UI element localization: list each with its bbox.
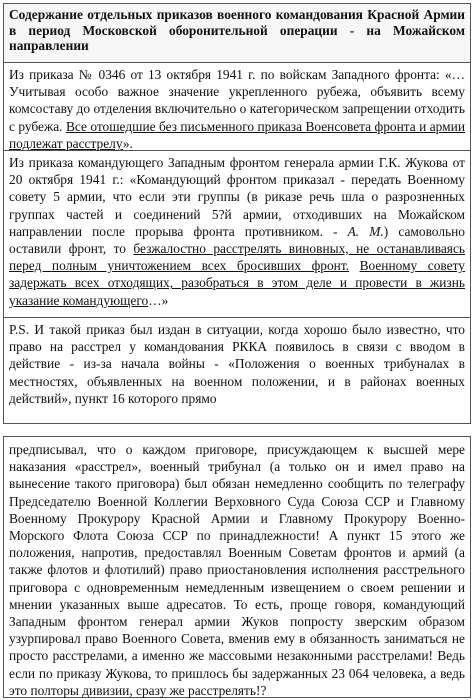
postscript-row [4,317,470,425]
continuation-text: предписывал, что о каждом приговоре, присуждающем к высшей мере наказания «расстрел», военный трибунал (а только он и имел право на вынесение такого приговора) был обязан немедленно сообщить по телеграфу Председателю Военной Коллегии Верховного Суда Союза ССР и Главному Военному Прокурору Красной Армии и Главному Прокурору Военно-Морского Флота Союза ССР по принадлежности! А пункт 15 этого же положения, напротив, предоставлял Военным Советам фронтов и армий (а также флотов и флотилий) право приостановления исполнения расстрельного приговора с одновременным немедленным извещением о своем решении и мнении указанных выше адресатов. То есть, проще говоря, командующий Западным фронтом генерал армии Жуков попросту зверским образом узурпировал право Военного Совета, вменив ему в обязанность заниматься не просто расстрелами, а именно же массовыми незаконными расстрелами! Ведь если по приказу Жукова, то пришлось бы задержанных 23 064 человека, а ведь это полторы дивизии, сразу же расстрелять!? [9,442,465,698]
order-text-end: …» [148,292,169,308]
table-header [4,4,470,62]
table-title: Содержание отдельных приказов военного командования Красной Армии в период Московской оборонительной операции - на Можайском направлении [9,7,465,54]
spacer-text [349,258,360,273]
order-text: Из приказа № 0346 от 13 октября 1941 г. по войскам Западного фронта: «…Учитывая особо важное значение укрепленного рубежа, объявить всему комсоставу до отделения включительно о категорическом запрещении отходить с рубежа. [9,67,465,134]
order-underlined-text-2: Военному совету задержать всех отходящих, разобраться в этом деле и провести в жизнь указание командующего [9,258,465,308]
order-underlined-text: безжалостно расстрелять виновных, не останавливаясь перед полным уничтожением всех бросивших фронт. [9,241,465,274]
postscript-text: P.S. И такой приказ был издан в ситуации, когда хорошо было известно, что право на расстрел у командования РККА появилось в связи с вводом в действие - из-за начала войны - «Положения о военных трибуналах в местностях, объявленных на военном положении, и в районах военных действий», пункт 16 которого прямо [9,322,465,406]
author-initials: А. М. [347,223,384,239]
order-text-end: ». [122,135,133,151]
order-text: Из приказа командующего Западным фронтом генерала армии Г.К. Жукова от 20 октября 1941 г.: «Командующий фронтом приказал - передать Военному совету 5 армии, что если эти группы (в рикaзе речь шла о разрозненных группах частей и соединений 5?й армии, отходивших на Можайском направлении после прорыва фронта противником. - [9,155,465,239]
order-row-zhukov [4,150,470,317]
orders-table-top [3,3,471,424]
continuation-row [4,437,470,697]
order-row-0346 [4,62,470,150]
order-text-cont: ) самовольно оставили фронт, то [9,223,465,257]
orders-table-bottom [3,436,471,698]
order-underlined-text: Все отошедшие без письменного приказа Военсовета фронта и армии подлежат расстрелу [9,118,465,151]
